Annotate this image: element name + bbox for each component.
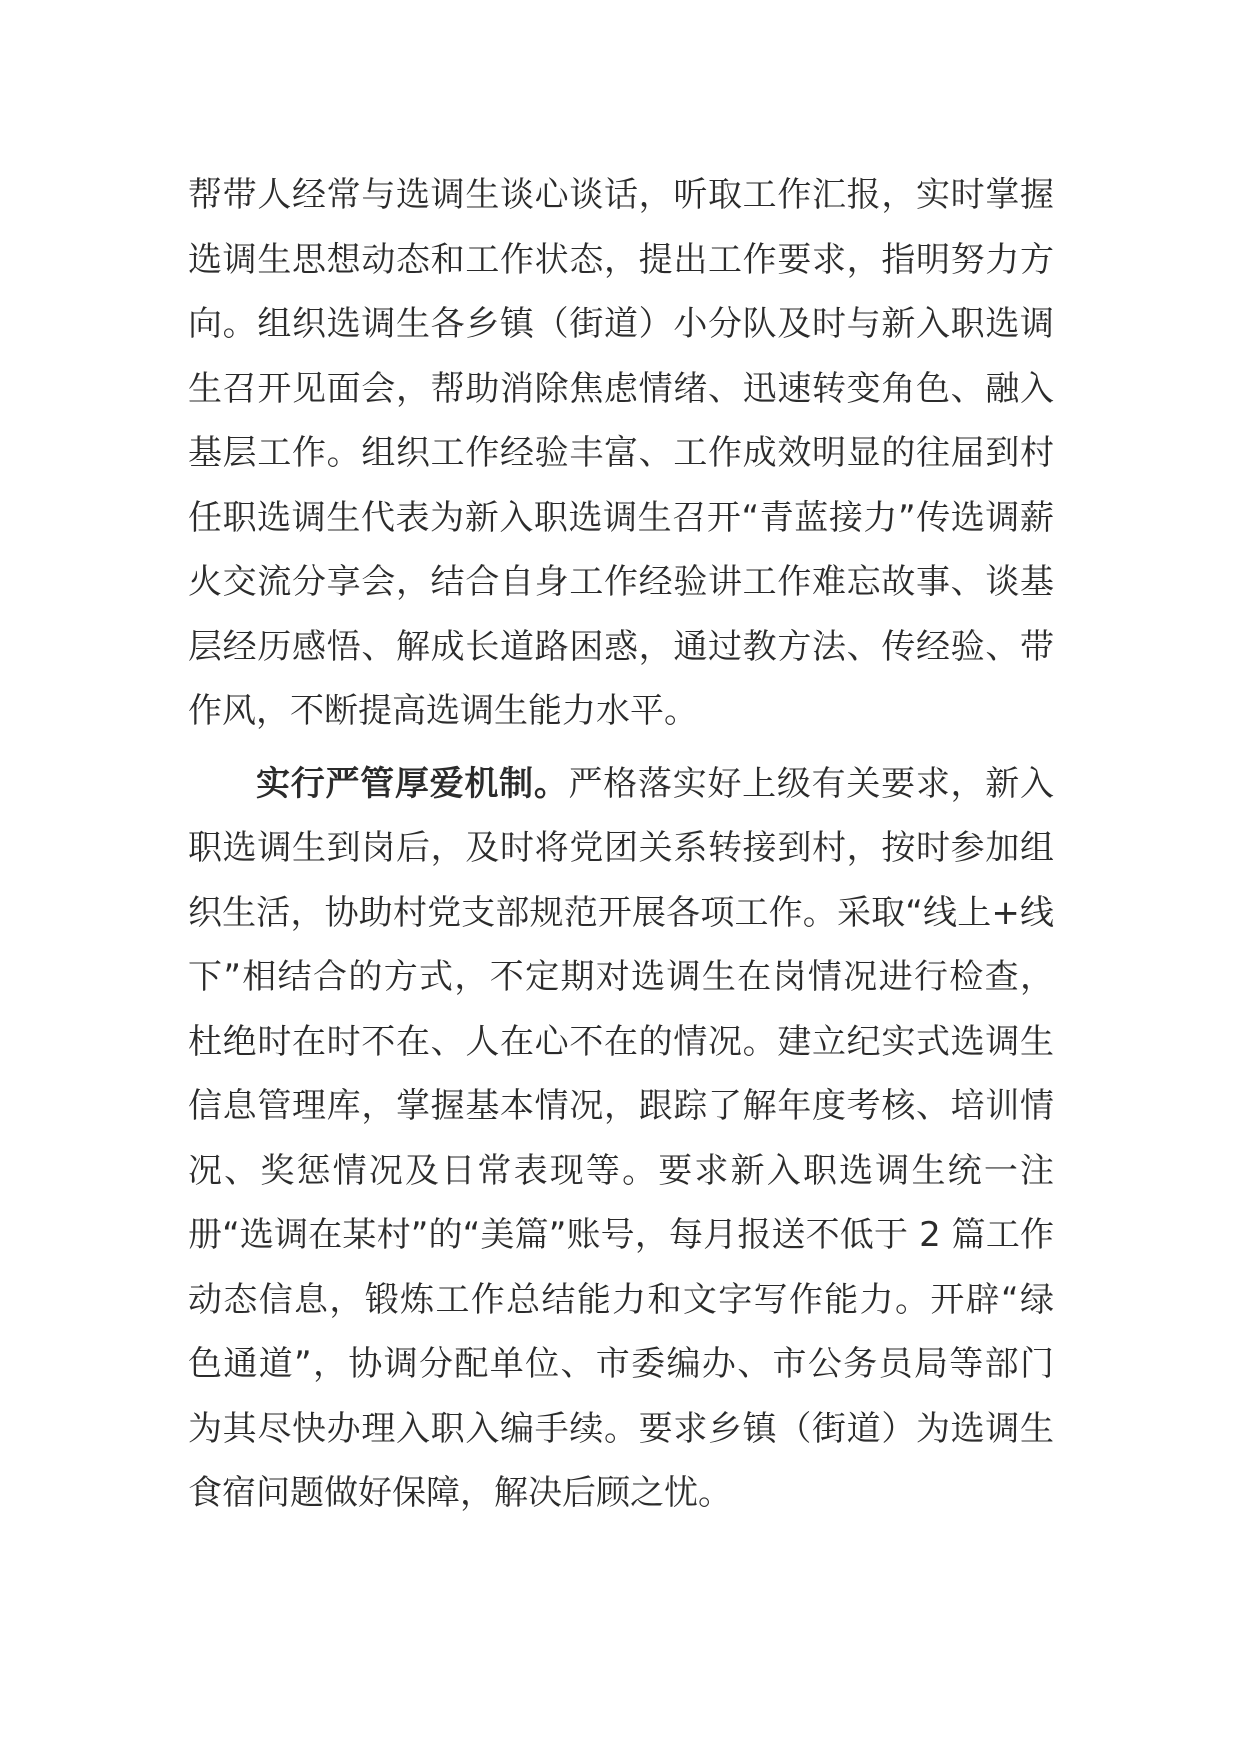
paragraph-strict-management <box>188 752 1054 1526</box>
paragraph-continuation <box>188 163 1054 744</box>
paragraph-text: 严格落实好上级有关要求，新入职选调生到岗后，及时将党团关系转接到村，按时参加组织生活，协助村党支部规范开展各项工作。采取“线上+线下”相结合的方式，不定期对选调生在岗情况进行检查，杜绝时在时不在、人在心不在的情况。建立纪实式选调生信息管理库，掌握基本情况，跟踪了解年度考核、培训情况、奖惩情况及日常表现等。要求新入职选调生统一注册“选调在某村”的“美篇”账号，每月报送不低于 2 篇工作动态信息，锻炼工作总结能力和文字写作能力。开辟“绿色通道”，协调分配单位、市委编办、市公务员局等部门为其尽快办理入职入编手续。要求乡镇（街道）为选调生食宿问题做好保障，解决后顾之忧。 <box>188 763 1055 1513</box>
paragraph-heading: 实行严管厚爱机制。 <box>256 763 569 804</box>
paragraph-text: 帮带人经常与选调生谈心谈话，听取工作汇报，实时掌握选调生思想动态和工作状态，提出工作要求，指明努力方向。组织选调生各乡镇（街道）小分队及时与新入职选调生召开见面会，帮助消除焦虑情绪、迅速转变角色、融入基层工作。组织工作经验丰富、工作成效明显的往届到村任职选调生代表为新入职选调生召开“青蓝接力”传选调薪火交流分享会，结合自身工作经验讲工作难忘故事、谈基层经历感悟、解成长道路困惑，通过教方法、传经验、带作风，不断提高选调生能力水平。 <box>188 175 1054 731</box>
document-page <box>188 163 1054 1526</box>
